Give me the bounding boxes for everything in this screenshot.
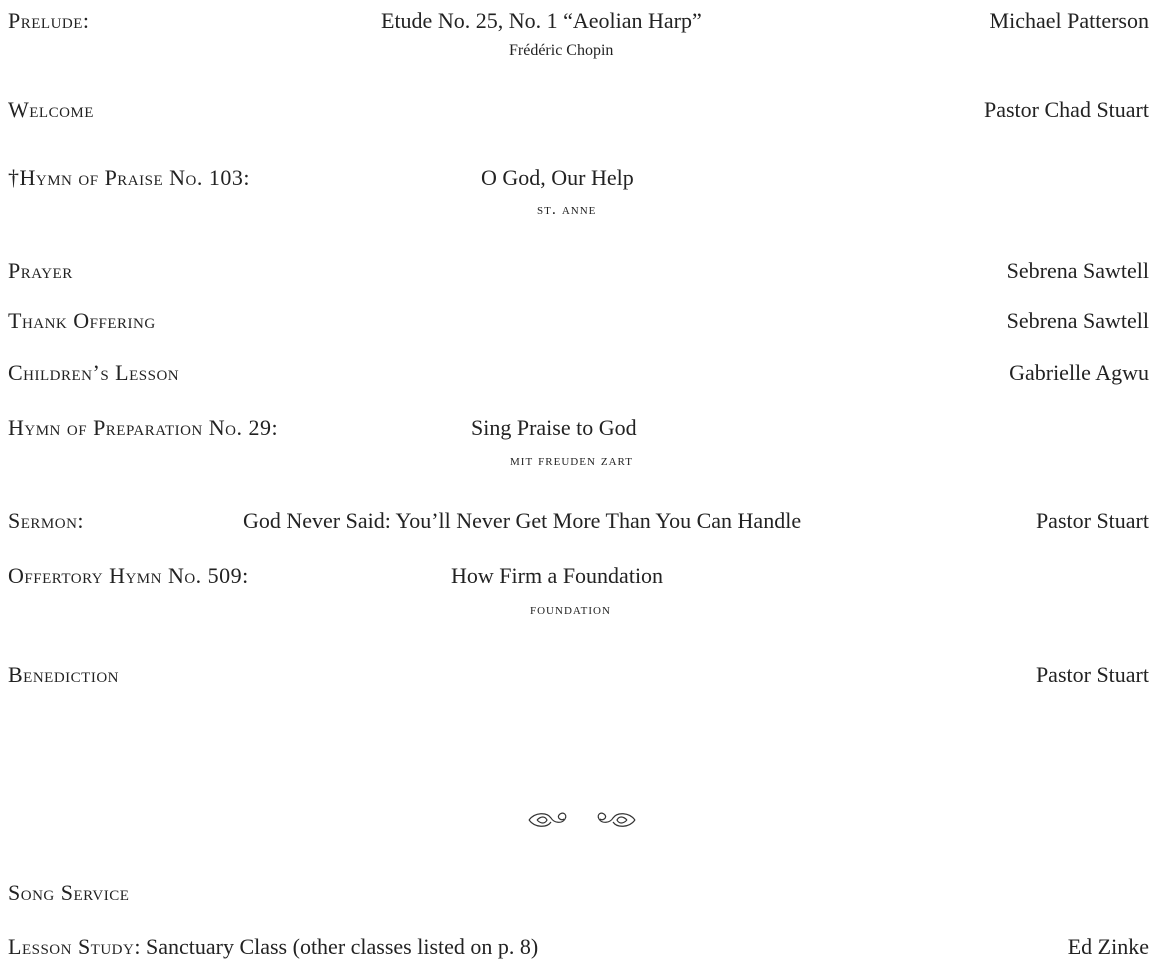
hymn-of-praise-row (0, 165, 1163, 205)
thank-offering-row (0, 308, 1163, 348)
prayer-label: Prayer (8, 258, 73, 283)
sermon-row (0, 508, 1163, 548)
flourish-ornament-icon (527, 808, 637, 832)
thank-offering-label: Thank Offering (8, 308, 156, 333)
sermon-speaker: Pastor Stuart (1035, 508, 1149, 533)
childrens-lesson-person: Gabrielle Agwu (1009, 360, 1149, 385)
prelude-label: Prelude: (8, 8, 90, 33)
prelude-composer: Frédéric Chopin (509, 42, 614, 59)
flourish-divider (0, 808, 1163, 837)
prayer-row (0, 258, 1163, 298)
prayer-person: Sebrena Sawtell (1006, 258, 1149, 283)
thank-offering-person: Sebrena Sawtell (1006, 308, 1149, 333)
hymn-of-praise-title: O God, Our Help (481, 165, 634, 190)
welcome-label: Welcome (8, 97, 94, 122)
lesson-study-teacher: Ed Zinke (1067, 934, 1149, 959)
hymn-of-praise-tune: st. anne (537, 201, 597, 218)
song-service-row (0, 880, 1163, 920)
hymn-of-praise-label: †Hymn of Praise No. 103: (8, 165, 250, 190)
song-service-label: Song Service (8, 880, 130, 905)
welcome-person: Pastor Chad Stuart (984, 97, 1149, 122)
benediction-row (0, 662, 1163, 702)
lesson-study-row (0, 934, 1163, 974)
lesson-study-label: Lesson Study (8, 934, 135, 959)
lesson-study-text (8, 934, 538, 960)
offertory-hymn-label: Offertory Hymn No. 509: (8, 563, 249, 588)
childrens-lesson-label: Children’s Lesson (8, 360, 180, 385)
offertory-hymn-row (0, 563, 1163, 603)
hymn-of-preparation-label: Hymn of Preparation No. 29: (8, 415, 279, 440)
childrens-lesson-row (0, 360, 1163, 400)
prelude-performer: Michael Patterson (989, 8, 1149, 33)
welcome-row (0, 97, 1163, 137)
hymn-of-preparation-title: Sing Praise to God (471, 415, 637, 440)
benediction-label: Benediction (8, 662, 119, 687)
benediction-person: Pastor Stuart (1035, 662, 1149, 687)
offertory-hymn-tune: foundation (530, 601, 611, 618)
hymn-of-preparation-row (0, 415, 1163, 455)
offertory-hymn-title: How Firm a Foundation (451, 563, 664, 588)
sermon-label: Sermon: (8, 508, 85, 533)
lesson-study-detail: : Sanctuary Class (other classes listed on p. 8) (134, 934, 539, 959)
hymn-of-preparation-tune: mit freuden zart (510, 452, 633, 469)
prelude-title: Etude No. 25, No. 1 “Aeolian Harp” (381, 8, 702, 33)
sermon-title: God Never Said: You’ll Never Get More Than You Can Handle (243, 508, 802, 533)
